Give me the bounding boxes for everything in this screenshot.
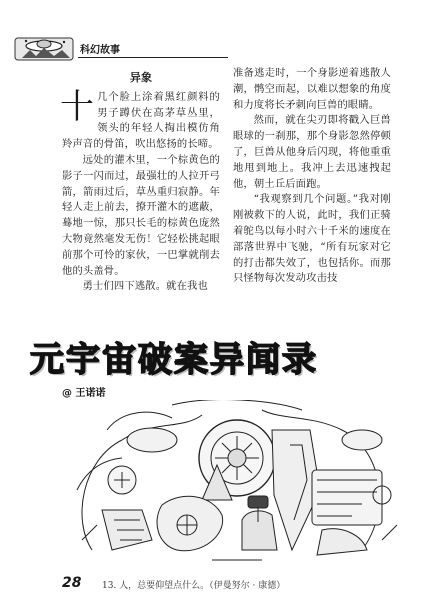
story-paragraph: 十几个脸上涂着黑红颜料的男子蹲伏在高茅草丛里，领头的年轻人掏出模仿角羚声音的骨笛，吹出悠扬的长啼。	[60, 86, 220, 151]
column-label: 科幻故事	[80, 45, 120, 56]
story-title: 元宇宙破案异闻录	[30, 340, 318, 380]
story-column-right	[233, 66, 391, 287]
page-number: 28	[62, 575, 82, 591]
author-byline: @ 王诺诺	[62, 388, 106, 399]
section-heading: 异象	[129, 71, 153, 84]
story-paragraph: 远处的灌木里，一个棕黄色的影子一闪而过，最强壮的人拉开弓箭，箭雨过后，草丛重归寂静。年轻人走上前去，撩开灌木的遮蔽，蓦地一惊，那只长毛的棕黄色庞然大物竟然毫发无伤！它轻松挑起眼前那个可怜的家伙，一巴掌就削去他的头盖骨。	[62, 153, 220, 277]
drop-cap: 十	[60, 86, 95, 127]
story-paragraph: “我观察到几个问题。”我对刚刚被救下的人说，此时，我们正骑着鸵鸟以每小时六十千米的速度在部落世界中飞驰，“所有玩家对它的打击都失效了，也包括你。而那只怪物每次发动攻击技	[233, 193, 391, 285]
metaverse-illustration	[62, 400, 412, 568]
story-paragraph: 准备逃走时，一个身影逆着逃散人潮，鹘空而起，以难以想象的角度和力度将长矛刺向巨兽的眼睛。	[233, 67, 391, 111]
story-paragraph: 然而，就在尖刃即将戳入巨兽眼球的一刹那，那个身影忽然停顿了，巨兽从他身后闪现，将他重重地甩到地上。我冲上去迅速拽起他，朝土丘后面跑。	[233, 114, 391, 190]
story-column-left	[62, 70, 220, 295]
column-logo-illustration	[14, 32, 74, 64]
story-paragraph: 勇士们四下逃散。就在我也	[82, 280, 208, 293]
header-divider	[78, 57, 228, 58]
footer-quote: 13. 人，总要仰望点什么。（伊曼努尔 · 康德）	[102, 581, 286, 591]
